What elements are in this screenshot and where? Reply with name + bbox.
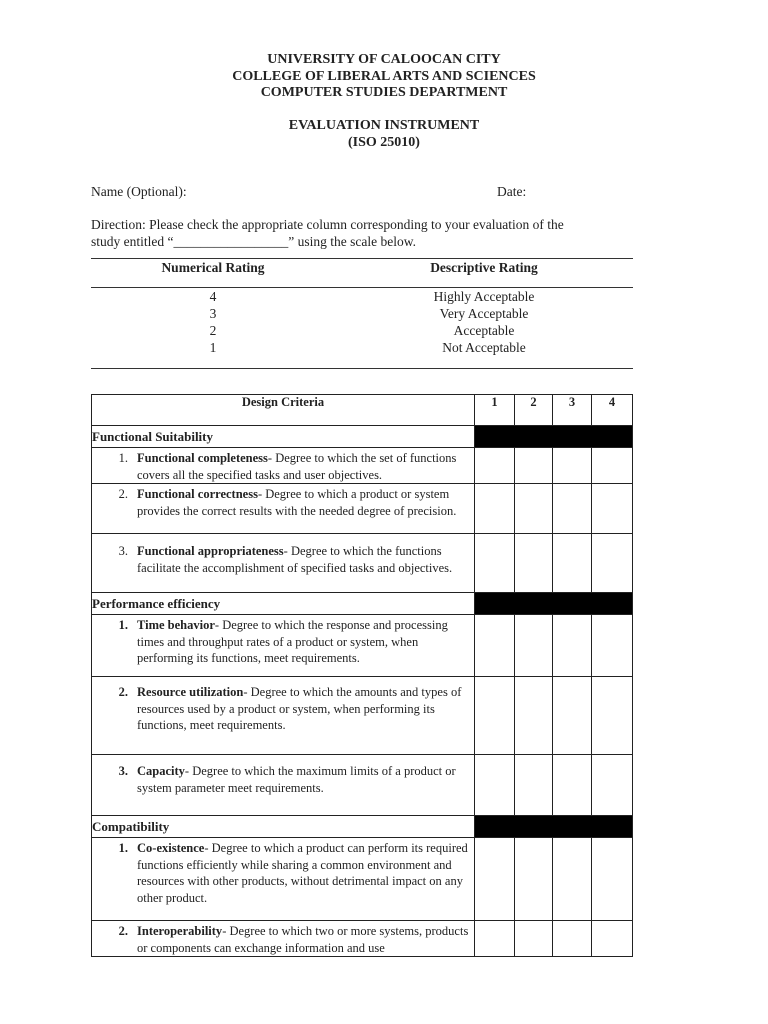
item-number: 3. [118, 544, 128, 558]
scale-num-4: 4 [209, 289, 217, 304]
rating-cell-3[interactable] [553, 677, 592, 755]
rating-cell-4[interactable] [592, 755, 633, 816]
item-number: 2. [118, 685, 128, 699]
criteria-header: Design Criteria [92, 395, 475, 426]
rating-cell-2[interactable] [515, 484, 553, 534]
section-row-performance-efficiency [92, 593, 633, 615]
rating-cell-1[interactable] [475, 921, 515, 957]
scale-numbers [113, 288, 313, 356]
scale-top-rule [91, 258, 633, 259]
rating-cell-1[interactable] [475, 534, 515, 593]
document-header [0, 52, 768, 102]
rating-cell-4[interactable] [592, 448, 633, 484]
criterion-term: Time behavior [137, 618, 215, 632]
rating-cell-4[interactable] [592, 677, 633, 755]
direction-line-2: study entitled “_________________” using the scale below. [91, 234, 416, 249]
criterion-description: - Degree to which the response and processing times and throughput rates of a product or system, when performing its functions, meet requirements. [137, 618, 448, 665]
scale-header-numerical: Numerical Rating [161, 260, 265, 275]
section-row-functional-suitability [92, 426, 633, 448]
rating-cell-2[interactable] [515, 677, 553, 755]
table-row [92, 484, 633, 534]
scale-header-descriptive: Descriptive Rating [430, 260, 538, 275]
criterion-description: - Degree to which two or more systems, products or components can exchange information and use [137, 924, 469, 955]
scale-desc-2: Acceptable [453, 323, 515, 338]
rating-header-2: 2 [515, 395, 553, 426]
table-row [92, 615, 633, 677]
table-row [92, 838, 633, 921]
section-shaded-cells [475, 426, 633, 448]
criterion-description: - Degree to which the amounts and types of resources used by a product or system, when performing its functions, meet requirements. [137, 685, 462, 732]
rating-cell-2[interactable] [515, 615, 553, 677]
rating-cell-4[interactable] [592, 615, 633, 677]
item-number: 3. [118, 764, 128, 778]
name-field-label[interactable]: Name (Optional): [91, 184, 187, 199]
university-name: UNIVERSITY OF CALOOCAN CITY [267, 52, 501, 67]
criterion-description: - Degree to which the set of functions covers all the specified tasks and user objectives. [137, 451, 457, 482]
rating-cell-3[interactable] [553, 615, 592, 677]
section-row-compatibility [92, 816, 633, 838]
rating-header-3: 3 [553, 395, 592, 426]
rating-cell-1[interactable] [475, 677, 515, 755]
criterion-cell [92, 838, 475, 921]
college-name: COLLEGE OF LIBERAL ARTS AND SCIENCES [232, 68, 536, 84]
rating-cell-3[interactable] [553, 484, 592, 534]
item-number: 2. [118, 924, 128, 938]
scale-descriptions [384, 288, 584, 356]
criterion-term: Capacity [137, 764, 185, 778]
criterion-term: Resource utilization [137, 685, 244, 699]
criterion-term: Co-existence [137, 841, 205, 855]
scale-num-3: 3 [209, 306, 217, 321]
rating-cell-2[interactable] [515, 921, 553, 957]
criterion-cell [92, 615, 475, 677]
rating-cell-1[interactable] [475, 755, 515, 816]
criterion-description: - Degree to which the functions facilitate the accomplishment of specified tasks and objectives. [137, 544, 453, 575]
table-row [92, 448, 633, 484]
criteria-header-row [92, 395, 633, 426]
rating-header-1: 1 [475, 395, 515, 426]
rating-cell-1[interactable] [475, 484, 515, 534]
rating-cell-4[interactable] [592, 921, 633, 957]
criterion-cell [92, 484, 475, 534]
rating-cell-4[interactable] [592, 838, 633, 921]
criterion-description: - Degree to which the maximum limits of a product or system parameter meet requirements. [137, 764, 456, 795]
rating-cell-3[interactable] [553, 921, 592, 957]
section-title: Functional Suitability [92, 426, 475, 448]
section-shaded-cells [475, 816, 633, 838]
section-title: Compatibility [92, 816, 475, 838]
criterion-cell [92, 677, 475, 755]
rating-cell-2[interactable] [515, 534, 553, 593]
criterion-description: - Degree to which a product or system provides the correct results with the needed degree of precision. [137, 487, 457, 518]
scale-desc-1: Not Acceptable [442, 340, 526, 355]
document-subtitle: (ISO 25010) [348, 134, 420, 150]
direction-line-1: Direction: Please check the appropriate column corresponding to your evaluation of the [91, 217, 564, 232]
table-row [92, 534, 633, 593]
criterion-description: - Degree to which a product can perform its required functions efficiently while sharing a common environment and resources with other products, without detrimental impact on any other product. [137, 841, 468, 905]
item-number: 2. [118, 487, 128, 501]
rating-cell-3[interactable] [553, 534, 592, 593]
document-title-block [0, 118, 768, 151]
document-title: EVALUATION INSTRUMENT [288, 118, 480, 133]
criterion-term: Functional appropriateness [137, 544, 284, 558]
department-name: COMPUTER STUDIES DEPARTMENT [260, 85, 508, 100]
rating-cell-1[interactable] [475, 838, 515, 921]
section-title: Performance efficiency [92, 593, 475, 615]
criterion-term: Functional correctness [137, 487, 258, 501]
table-row [92, 677, 633, 755]
item-number: 1. [118, 618, 128, 632]
date-field-label[interactable]: Date: [497, 184, 527, 199]
rating-cell-3[interactable] [553, 755, 592, 816]
criterion-cell [92, 534, 475, 593]
criterion-cell [92, 448, 475, 484]
criterion-term: Interoperability [137, 924, 223, 938]
item-number: 1. [118, 841, 128, 855]
rating-cell-3[interactable] [553, 448, 592, 484]
criterion-term: Functional completeness [137, 451, 268, 465]
rating-header-4: 4 [592, 395, 633, 426]
scale-desc-4: Highly Acceptable [433, 289, 535, 304]
table-row [92, 755, 633, 816]
criterion-cell [92, 755, 475, 816]
rating-cell-1[interactable] [475, 448, 515, 484]
rating-cell-4[interactable] [592, 484, 633, 534]
rating-cell-3[interactable] [553, 838, 592, 921]
criterion-cell [92, 921, 475, 957]
rating-cell-4[interactable] [592, 534, 633, 593]
direction-text [91, 216, 564, 250]
rating-cell-1[interactable] [475, 615, 515, 677]
criteria-table [91, 394, 633, 957]
scale-num-1: 1 [209, 340, 217, 355]
scale-bottom-rule [91, 368, 633, 369]
rating-cell-2[interactable] [515, 448, 553, 484]
item-number: 1. [118, 451, 128, 465]
scale-desc-3: Very Acceptable [439, 306, 529, 321]
rating-cell-2[interactable] [515, 838, 553, 921]
rating-cell-2[interactable] [515, 755, 553, 816]
table-row [92, 921, 633, 957]
section-shaded-cells [475, 593, 633, 615]
scale-num-2: 2 [209, 323, 217, 338]
